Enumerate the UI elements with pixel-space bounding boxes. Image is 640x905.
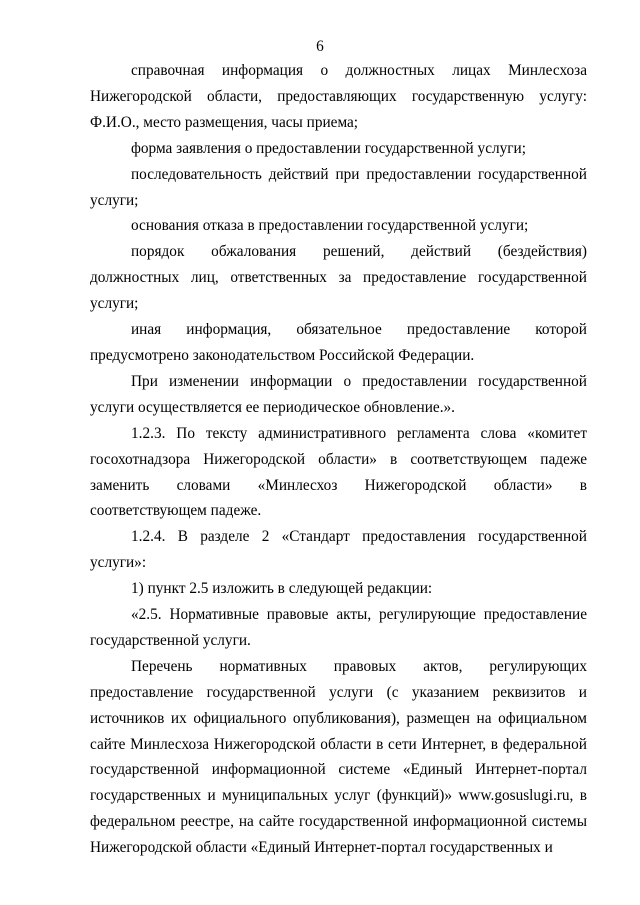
paragraph-7: При изменении информации о предоставлении государственной услуги осуществляется ее периодическое обновление.». — [90, 372, 587, 416]
paragraph-2: форма заявления о предоставлении государственной услуги; — [131, 139, 526, 157]
paragraph-1: справочная информация о должностных лицах Минлесхоза Нижегородской области, предоставляющих государственную услугу: Ф.И.О., место размещения, часы приема; — [90, 62, 587, 131]
paragraph-4: основания отказа в предоставлении государственной услуги; — [131, 217, 529, 235]
paragraph-12: Перечень нормативных правовых актов, регулирующих предоставление государственной услуги (с указанием реквизитов и источников их официального опубликования), размещен на официальном сайте Минлесхоза Нижегородской области в сети Интернет, в федеральной государственной информационной системе «Единый Интернет-портал государственных и муниципальных услуг (функций)» www.gosuslugi.ru, в федеральном реестре, на сайте государственной информационной системы Нижегородской области «Единый Интернет-портал государственных и — [90, 657, 587, 857]
page-number: 6 — [316, 38, 324, 55]
document-body — [90, 58, 587, 861]
paragraph-9: 1.2.4. В разделе 2 «Стандарт предоставления государственной услуги»: — [90, 528, 587, 572]
paragraph-3: последовательность действий при предоставлении государственной услуги; — [90, 165, 587, 209]
paragraph-5: порядок обжалования решений, действий (бездействия) должностных лиц, ответственных за предоставление государственной услуги; — [90, 243, 587, 313]
paragraph-6: иная информация, обязательное предоставление которой предусмотрено законодательством Российской Федерации. — [90, 321, 587, 364]
paragraph-11: «2.5. Нормативные правовые акты, регулирующие предоставление государственной услуги. — [90, 606, 587, 649]
paragraph-10: 1) пункт 2.5 изложить в следующей редакции: — [131, 580, 433, 598]
paragraph-8: 1.2.3. По тексту административного регламента слова «комитет госохотнадзора Нижегородской области» в соответствующем падеже заменить словами «Минлесхоз Нижегородской области» в соответствующем падеже. — [90, 424, 587, 520]
